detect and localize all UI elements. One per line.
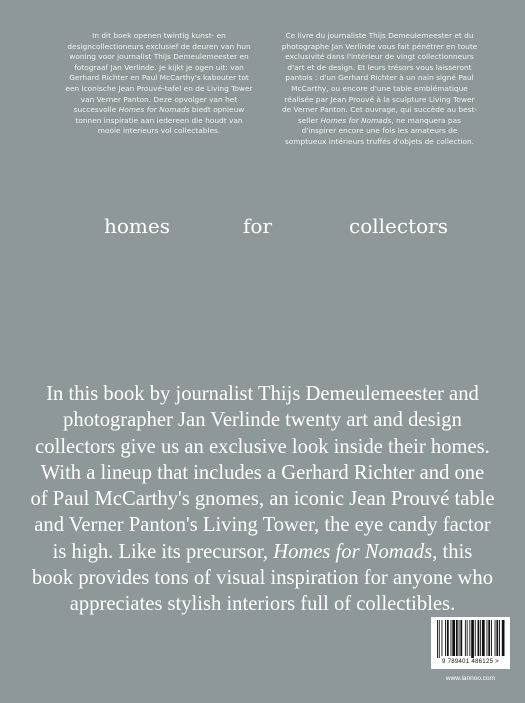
barcode-bar — [482, 620, 485, 656]
barcode-bar — [475, 620, 476, 656]
isbn-digits: 9 789401 486125 > — [442, 659, 499, 665]
barcode-bar — [437, 620, 438, 658]
title-word-collectors: collectors — [349, 214, 448, 238]
french-blurb — [281, 31, 478, 148]
barcode-bar — [502, 620, 505, 656]
barcode-bar — [487, 620, 488, 656]
barcode-bar — [471, 620, 474, 658]
barcode-bar — [442, 620, 443, 656]
barcode-bar — [469, 620, 470, 656]
book-title — [0, 214, 525, 240]
french-blurb-book-title: Homes for Nomads — [320, 115, 392, 125]
barcode-bar — [445, 620, 446, 656]
barcode-bar — [499, 620, 500, 656]
barcode-bar — [460, 620, 462, 656]
barcode-bar — [467, 620, 468, 656]
barcode-bar — [488, 620, 490, 656]
isbn-barcode — [431, 617, 510, 669]
barcode-bar — [456, 620, 458, 656]
dutch-blurb-book-title: Homes for Nomads — [118, 105, 190, 115]
barcode-bars — [431, 617, 510, 659]
barcode-bar — [451, 620, 452, 656]
barcode-bar — [496, 620, 498, 656]
title-word-for: for — [243, 214, 273, 238]
barcode-bar — [480, 620, 481, 656]
dutch-blurb-text: In dit boek openen twintig kunst- en designcollectioneurs exclusief de deuren van hun woning voor journalist Thijs Demeulemeester en fotograaf Jan Verlinde. Je kijkt je ogen uit: van Gerhard Richter en Paul McCarthy's kabouter tot een iconische Jean Prouvé-tafel en de Living Tower van Verner Panton. Deze opvolger van het succesvolle Homes for Nomads biedt opnieuw tonnen inspiratie aan iedereen die houdt van mooie interieurs vol collectables. — [65, 31, 253, 136]
barcode-bar — [447, 620, 449, 656]
publisher-website: www.lannoo.com — [445, 675, 496, 682]
barcode-bar — [439, 620, 440, 658]
barcode-bar — [478, 620, 480, 656]
english-blurb — [30, 381, 495, 618]
barcode-bar — [465, 620, 466, 656]
english-blurb-book-title: Homes for Nomads — [273, 540, 433, 563]
barcode-bar — [491, 620, 492, 656]
barcode-bar — [495, 620, 496, 656]
title-word-homes: homes — [104, 214, 170, 238]
english-blurb-text: In this book by journalist Thijs Demeulemeester and photographer Jan Verlinde twenty art and design collectors give us an exclusive look inside their homes. With a lineup that includes a Gerhard Richter and one of Paul McCarthy's gnomes, an iconic Jean Prouvé table and Verner Panton's Living Tower, the eye candy factor is high. Like its precursor, Homes for Nomads, this book provides tons of visual inspiration for anyone who appreciates stylish interiors full of collectibles. — [30, 383, 495, 616]
dutch-blurb — [63, 31, 255, 137]
french-blurb-text: Ce livre du journaliste Thijs Demeulemeester et du photographe Jan Verlinde vous fait pénétrer en toute exclusivité dans l'intérieur de vingt collectionneurs d'art et de design. Et leurs trésors vous laisseront pantois : d'un Gerhard Richter à un nain signé Paul McCarthy, ou encore d'une table emblématique réalisée par Jean Prouvé à la sculpture Living Tower de Verner Panton. Cet ouvrage, qui succède au best-seller Homes for Nomads, ne manquera pas d'inspirer encore une fois les amateurs de somptueux intérieurs truffés d'objets de collection. — [281, 31, 478, 146]
barcode-bar — [452, 620, 455, 656]
barcode-bar — [459, 620, 460, 656]
